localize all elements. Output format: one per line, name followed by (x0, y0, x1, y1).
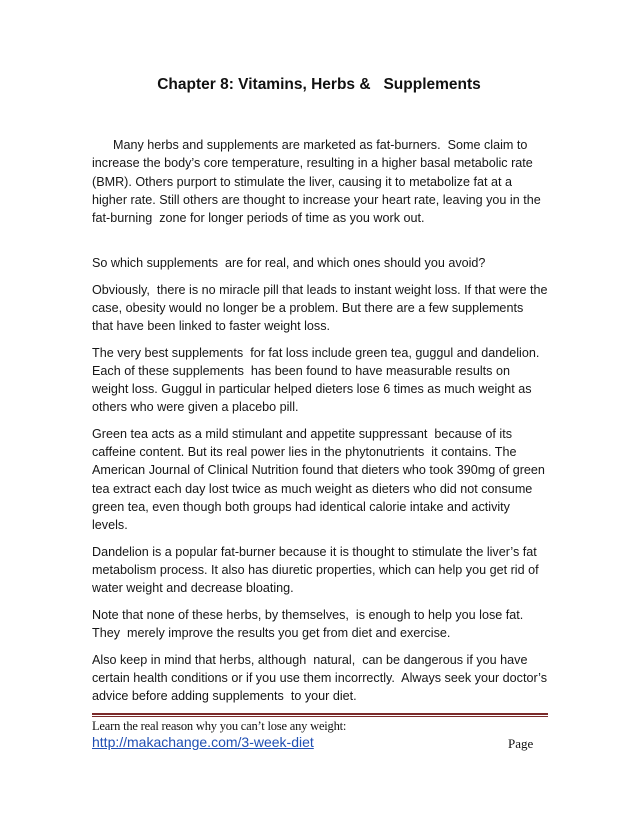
paragraph-line: fat-burning zone for longer periods of time as you work out. (92, 211, 425, 226)
paragraph-line: Note that none of these herbs, by themselves, is enough to help you lose fat. (92, 607, 524, 622)
paragraph-line: American Journal of Clinical Nutrition found that dieters who took 390mg of green (92, 463, 545, 478)
paragraph-line: certain health conditions or if you use them incorrectly. Always seek your doctor’s (92, 670, 547, 685)
paragraph-line: Obviously, there is no miracle pill that leads to instant weight loss. If that were the (92, 282, 548, 297)
paragraph-line: Each of these supplements has been found to have measurable results on (92, 363, 510, 378)
footer-divider (92, 713, 548, 715)
paragraph-miracle-pill (92, 281, 552, 336)
paragraph-line: weight loss. Guggul in particular helped dieters lose 6 times as much weight as (92, 382, 532, 397)
paragraph-line: The very best supplements for fat loss include green tea, guggul and dandelion. (92, 345, 540, 360)
footer-divider-thin (92, 716, 548, 717)
footer-link[interactable]: http://makachange.com/3-week-diet (92, 734, 314, 750)
paragraph-line: Dandelion is a popular fat-burner because it is thought to stimulate the liver’s fat (92, 544, 537, 559)
paragraph-line: higher rate. Still others are thought to increase your heart rate, leaving you in the (92, 192, 541, 207)
paragraph-line: that have been linked to faster weight loss. (92, 319, 331, 334)
paragraph-line: green tea, even though both groups had identical calorie intake and activity (92, 499, 510, 514)
paragraph-line: case, obesity would no longer be a problem. But there are a few supplements (92, 300, 524, 315)
paragraph-line: metabolism process. It also has diuretic properties, which can help you get rid of (92, 562, 539, 577)
paragraph-green-tea (92, 425, 552, 534)
paragraph-line: Green tea acts as a mild stimulant and appetite suppressant because of its (92, 427, 513, 442)
paragraph-line: They merely improve the results you get from diet and exercise. (92, 626, 451, 641)
paragraph-line: water weight and decrease bloating. (92, 581, 294, 596)
paragraph-line: Many herbs and supplements are marketed as fat-burners. Some claim to (113, 138, 528, 153)
footer-tagline: Learn the real reason why you can’t lose any weight: (92, 719, 347, 733)
paragraph-intro (92, 118, 552, 245)
paragraph-note (92, 606, 552, 642)
paragraph-question (92, 254, 552, 272)
paragraph-line: levels. (92, 518, 128, 533)
paragraph-best-supplements (92, 344, 552, 417)
paragraph-line: tea extract each day lost twice as much weight as dieters who did not consume (92, 481, 533, 496)
paragraph-line: So which supplements are for real, and which ones should you avoid? (92, 255, 486, 270)
paragraph-dandelion (92, 543, 552, 598)
body-text (92, 118, 552, 714)
chapter-title: Chapter 8: Vitamins, Herbs & Supplements (157, 76, 481, 93)
paragraph-caution (92, 651, 552, 706)
paragraph-line: others who were given a placebo pill. (92, 400, 299, 415)
paragraph-line: advice before adding supplements to your diet. (92, 689, 357, 704)
paragraph-line: (BMR). Others purport to stimulate the liver, causing it to metabolize fat at a (92, 174, 512, 189)
paragraph-line: caffeine content. But its real power lies in the phytonutrients it contains. The (92, 445, 517, 460)
paragraph-line: Also keep in mind that herbs, although natural, can be dangerous if you have (92, 652, 528, 667)
page-label: Page (508, 736, 534, 751)
paragraph-line: increase the body’s core temperature, resulting in a higher basal metabolic rate (92, 156, 533, 171)
